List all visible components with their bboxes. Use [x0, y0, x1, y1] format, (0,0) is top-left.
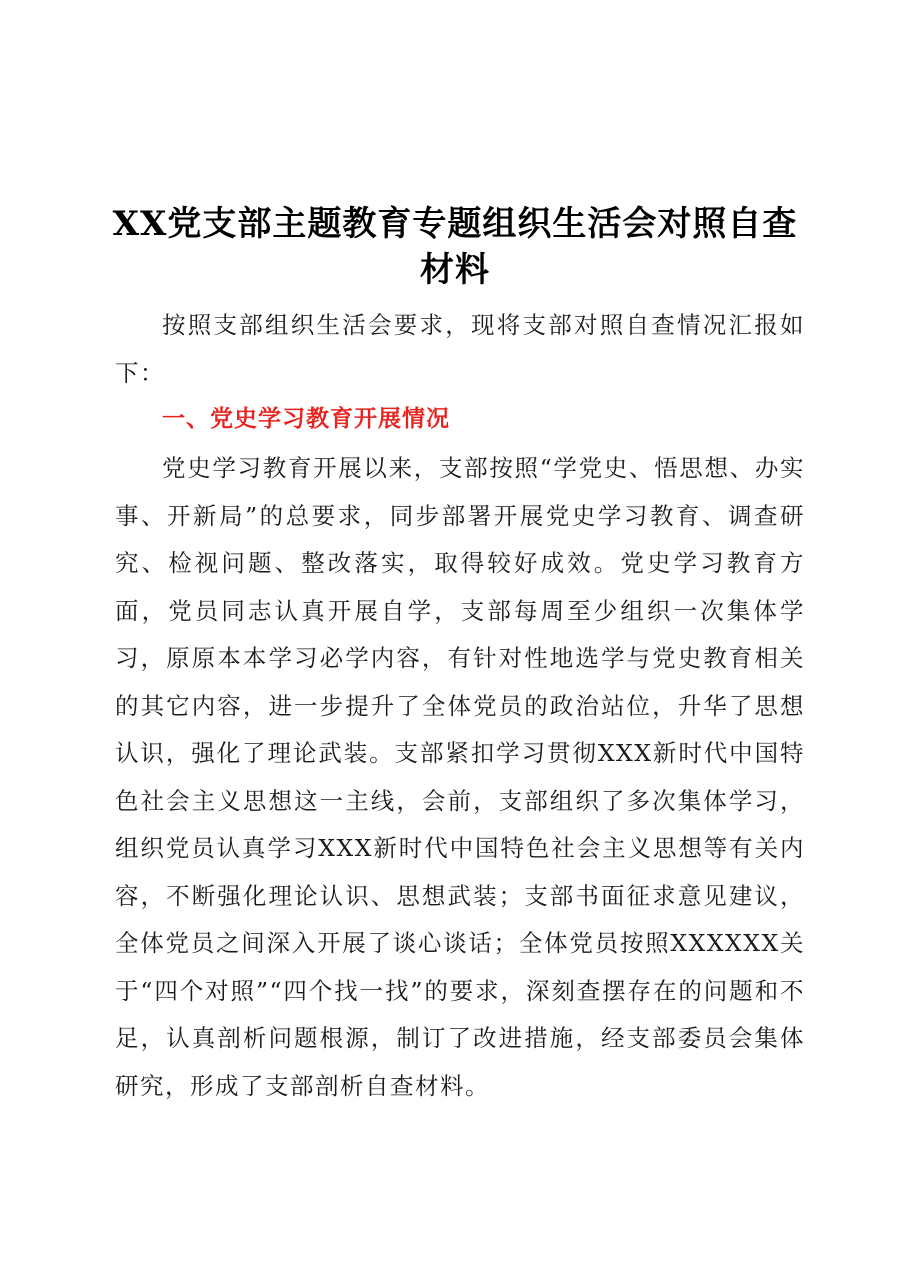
body-paragraph: 党史学习教育开展以来，支部按照“学党史、悟思想、办实事、开新局”的总要求，同步部署开展党史学习教育、调查研究、检视问题、整改落实，取得较好成效。党史学习教育方面，党员同志认真开展自学，支部每周至少组织一次集体学习，原原本本学习必学内容，有针对性地选学与党史教育相关的其它内容，进一步提升了全体党员的政治站位，升华了思想认识，强化了理论武装。支部紧扣学习贯彻XXX新时代中国特色社会主义思想这一主线，会前，支部组织了多次集体学习，组织党员认真学习XXX新时代中国特色社会主义思想等有关内容，不断强化理论认识、思想武装；支部书面征求意见建议，全体党员之间深入开展了谈心谈话；全体党员按照XXXXXX关于“四个对照”“四个找一找”的要求，深刻查摆存在的问题和不足，认真剖析问题根源，制订了改进措施，经支部委员会集体研究，形成了支部剖析自查材料。 [115, 454, 805, 1100]
intro-paragraph: 按照支部组织生活会要求，现将支部对照自查情况汇报如下： [115, 311, 805, 387]
document-title: XX党支部主题教育专题组织生活会对照自查材料 [112, 203, 798, 290]
section-heading: 一、党史学习教育开展情况 [162, 406, 450, 432]
